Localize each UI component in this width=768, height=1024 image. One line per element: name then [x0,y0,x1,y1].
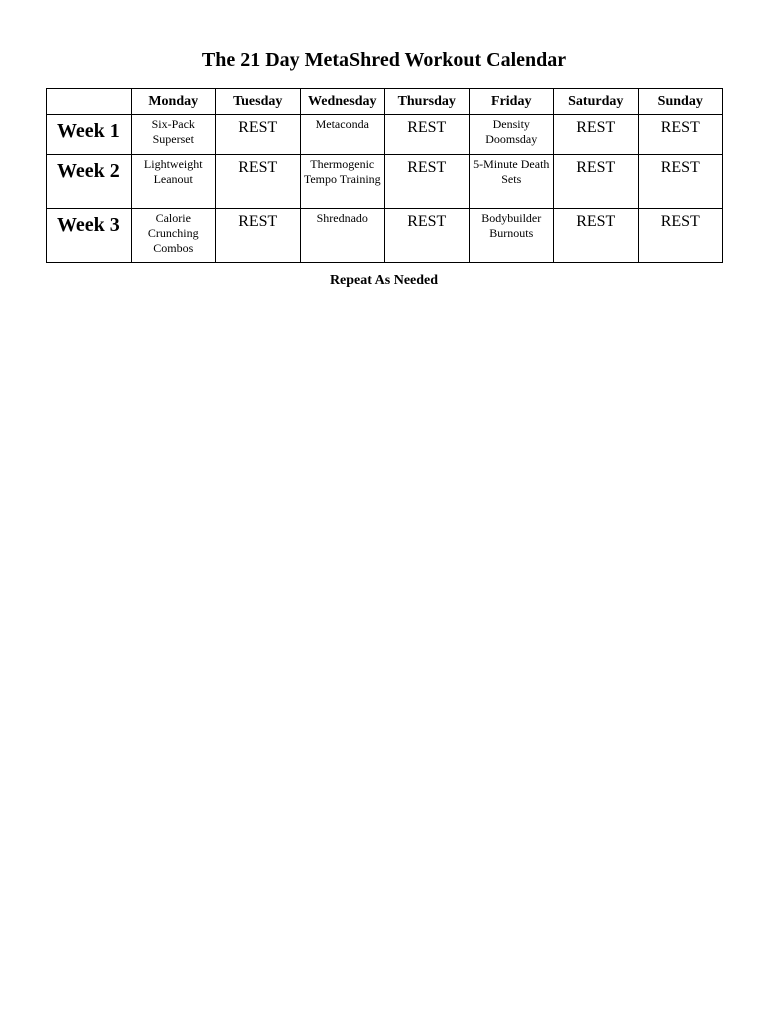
workout-cell: Shrednado [300,209,385,263]
workout-cell: 5-Minute Death Sets [469,155,554,209]
rest-cell: REST [554,155,639,209]
rest-cell: REST [216,209,301,263]
rest-cell: REST [216,155,301,209]
rest-cell: REST [216,115,301,155]
workout-calendar-table [46,88,723,263]
workout-cell: Metaconda [300,115,385,155]
header-corner [47,89,132,115]
workout-cell: Thermogenic Tempo Training [300,155,385,209]
rest-cell: REST [638,115,723,155]
repeat-note: Repeat As Needed [329,273,439,288]
rest-cell: REST [554,209,639,263]
workout-cell: Six-Pack Superset [131,115,216,155]
week-label: Week 2 [47,155,132,209]
header-sunday: Sunday [638,89,723,115]
header-saturday: Saturday [554,89,639,115]
rest-cell: REST [638,155,723,209]
header-thursday: Thursday [385,89,470,115]
header-wednesday: Wednesday [300,89,385,115]
rest-cell: REST [385,155,470,209]
header-monday: Monday [131,89,216,115]
header-friday: Friday [469,89,554,115]
table-row-week-3 [47,209,723,263]
rest-cell: REST [385,115,470,155]
week-label: Week 3 [47,209,132,263]
header-tuesday: Tuesday [216,89,301,115]
header-row [47,89,723,115]
table-row-week-1 [47,115,723,155]
week-label: Week 1 [47,115,132,155]
rest-cell: REST [385,209,470,263]
workout-cell: Lightweight Leanout [131,155,216,209]
rest-cell: REST [554,115,639,155]
page-title: The 21 Day MetaShred Workout Calendar [201,49,567,71]
table-row-week-2 [47,155,723,209]
workout-cell: Calorie Crunching Combos [131,209,216,263]
workout-cell: Density Doomsday [469,115,554,155]
rest-cell: REST [638,209,723,263]
workout-cell: Bodybuilder Burnouts [469,209,554,263]
